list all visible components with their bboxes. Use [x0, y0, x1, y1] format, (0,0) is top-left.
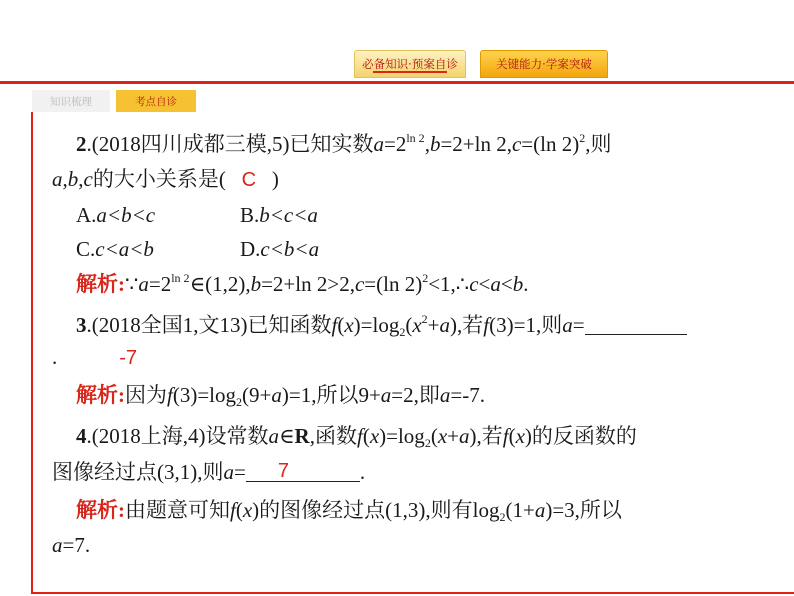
q4-answer-blank — [246, 461, 360, 482]
tab-required-knowledge-label: 必备知识·预案自诊 — [362, 57, 458, 71]
q2-option-b: B.b<c<a — [240, 203, 318, 227]
q2-answer: C — [241, 169, 257, 191]
subtab-self-test[interactable] — [116, 90, 196, 112]
q2-stem-line-2: a,b,c的大小关系是( C ) — [52, 167, 279, 191]
q3-answer: -7 — [119, 347, 138, 369]
q2-solution-label: 解析: — [76, 272, 125, 296]
subtab-knowledge-review[interactable] — [32, 90, 110, 112]
q4-solution-label: 解析: — [76, 498, 125, 522]
subtab-knowledge-review-label: 知识梳理 — [50, 95, 92, 108]
tab-key-abilities-label: 关键能力·学案突破 — [496, 57, 592, 71]
q2-option-a: A.a<b<c — [76, 203, 156, 227]
q2-stem-line-1: 2.(2018四川成都三模,5)已知实数$a=2^{ln 2},b=2+\ln$ 2,c=(ln 2)$^2$,则 — [76, 131, 612, 156]
q4-stem-line-1: 4.(2018上海,4)设常数a∈R,函数$f(x)=\log_2(x+a)$,若f(x)的反函数的 — [76, 424, 637, 450]
header-divider — [0, 81, 794, 84]
q2-option-d: D.c<b<a — [240, 237, 320, 261]
q3-stem-line-1: 3.(2018全国1,文13)已知函数$f(x)=\log_2(x^2+a)$,若f(3)=1,则a= — [76, 313, 687, 337]
active-tab-underline — [373, 71, 447, 73]
q4-solution-line-2: a=7. — [52, 533, 91, 557]
q3-answer-blank — [585, 314, 687, 335]
q3-solution: 解析:因为$f(3)=\log_2(9+a)=1$,所以9+a=2,即a=-7. — [76, 383, 485, 409]
subtab-self-test-label: 考点自诊 — [135, 95, 177, 108]
q4-answer: 7 — [277, 460, 289, 482]
tab-key-abilities[interactable] — [480, 50, 608, 78]
q2-solution: 解析$:\because a=2^{ln 2}\in(1,2),b=2+\ln$ 2>2,c=(ln 2)$^2$<1,∴c<a<b. — [76, 271, 529, 296]
tab-required-knowledge[interactable] — [354, 50, 466, 78]
content-left-border — [31, 112, 33, 592]
q3-solution-label: 解析: — [76, 383, 125, 407]
q4-solution-line-1: 解析:由题意可知f(x)的图像经过点(1,3),则有$\log_2(1+a)=3$,所以 — [76, 498, 622, 524]
q3-stem-line-2: . -7 — [52, 345, 138, 369]
content-bottom-border — [31, 592, 794, 594]
q4-stem-line-2: 图像经过点(3,1),则a= 7 . — [52, 460, 366, 484]
q2-option-c: C.c<a<b — [76, 237, 154, 261]
